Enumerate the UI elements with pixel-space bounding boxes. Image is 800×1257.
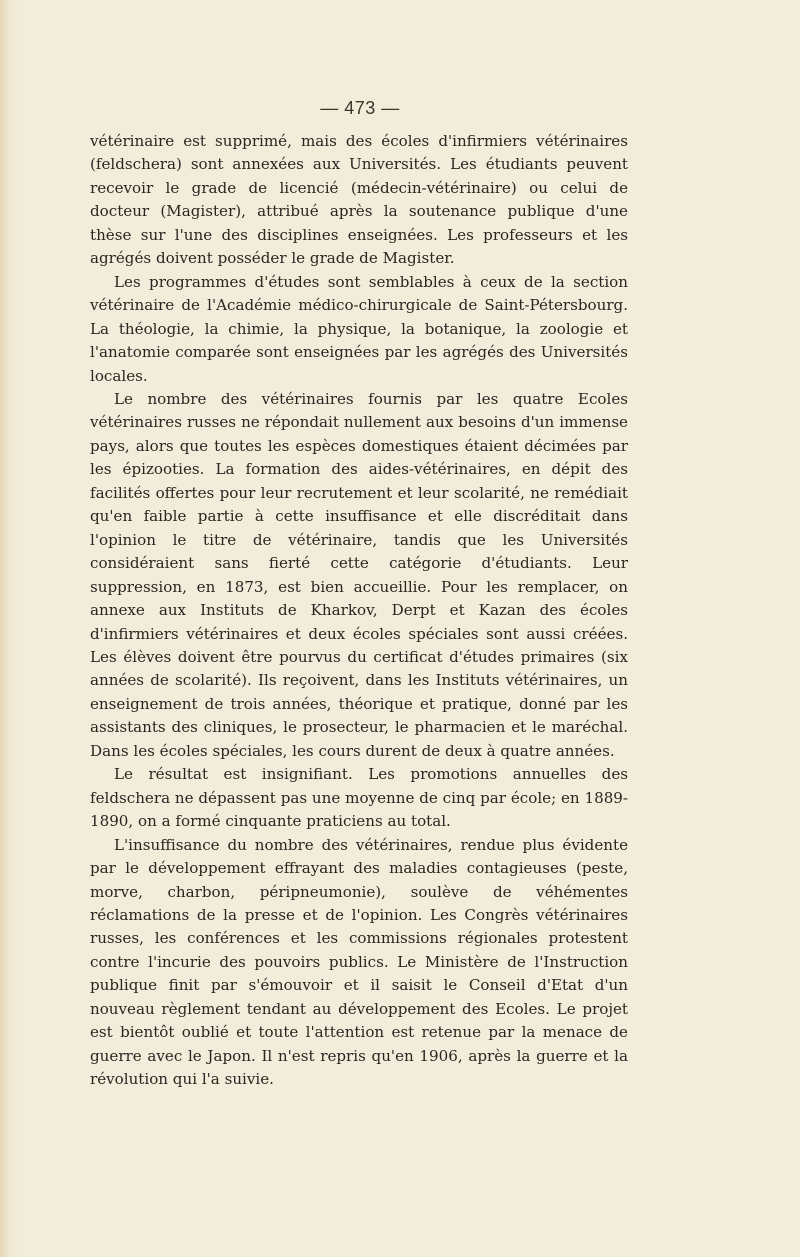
paragraph-5: L'insuffisance du nombre des vétérinaires, rendue plus évidente par le développement effrayant des maladies contagieuses (peste, morve, charbon, péripneumonie), soulève de véhémentes réclamations de la presse et de l'opinion. Les Congrès vétérinaires russes, les conférences et les commissions régionales protestent contre l'incurie des pouvoirs publics. Le Ministère de l'Instruction publique finit par s'émouvoir et il saisit le Conseil d'Etat d'un nouveau règlement tendant au développement des Ecoles. Le projet est bientôt oublié et toute l'attention est retenue par la menace de guerre avec le Japon. Il n'est repris qu'en 1906, après la guerre et la révolution qui l'a suivie.	[90, 835, 628, 1089]
paragraph-2: Les programmes d'études sont semblables à ceux de la section vétérinaire de l'Académie médico-chirurgicale de Saint-Pétersbourg. La théologie, la chimie, la physique, la botanique, la zoologie et l'anatomie comparée sont enseignées par les agrégés des Universités locales.	[90, 272, 628, 385]
paragraph-1: vétérinaire est supprimé, mais des écoles d'infirmiers vétérinaires (feldschera) sont annexées aux Universités. Les étudiants peuvent recevoir le grade de licencié (médecin-vétérinaire) ou celui de docteur (Magister), attribué après la soutenance publique d'une thèse sur l'une des disciplines enseignées. Les professeurs et les agrégés doivent posséder le grade de Magister.	[90, 132, 628, 268]
paragraph-3: Le nombre des vétérinaires fournis par les quatre Ecoles vétérinaires russes ne répondait nullement aux besoins d'un immense pays, alors que toutes les espèces domestiques étaient décimées par les épizooties. La formation des aides-vétérinaires, en dépit des facilités offertes pour leur recrutement et leur scolarité, ne remédiait qu'en faible partie à cette insuffisance et elle discréditait dans l'opinion le titre de vétérinaire, tandis que les Universités considéraient sans fierté cette catégorie d'étudiants. Leur suppression, en 1873, est bien accueillie. Pour les remplacer, on annexe aux Instituts de Kharkov, Derpt et Kazan des écoles d'infirmiers vétérinaires et deux écoles spéciales sont aussi créées. Les élèves doivent être pourvus du certificat d'études primaires (six années de scolarité). Ils reçoivent, dans les Instituts vétérinaires, un enseignement de trois années, théorique et pratique, donné par les assistants des cliniques, le prosecteur, le pharmacien et le maréchal. Dans les écoles spéciales, les cours durent de deux à quatre années.	[90, 389, 628, 760]
paragraph-4: Le résultat est insignifiant. Les promotions annuelles des feldschera ne dépassent pas une moyenne de cinq par école; en 1889-1890, on a formé cinquante praticiens au total.	[90, 765, 628, 831]
page-number: — 473 —	[320, 98, 400, 118]
body-text	[90, 130, 628, 1092]
